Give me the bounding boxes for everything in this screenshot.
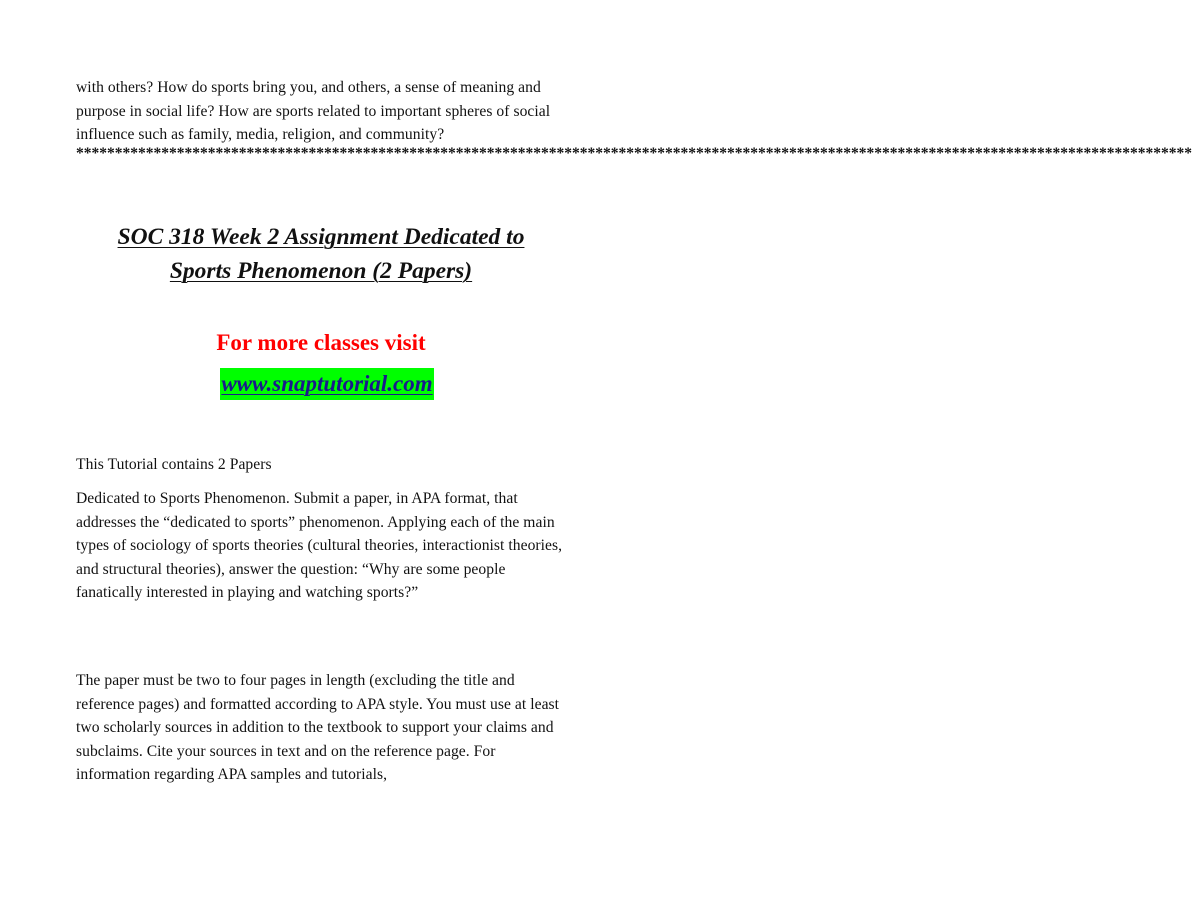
assignment-title (76, 220, 566, 288)
assignment-title-line1: SOC 318 Week 2 Assignment Dedicated to (117, 224, 525, 250)
assignment-description-paragraph: Dedicated to Sports Phenomenon. Submit a paper, in APA format, that addresses the “dedicated to sports” phenomenon. Applying each of the main types of sociology of sports theories (cultural theories, interactionist theories, and structural theories), answer the question: “Why are some people fanatically interested in playing and watching sports?” (76, 490, 563, 602)
tutorial-contains-line: This Tutorial contains 2 Papers (76, 456, 272, 473)
assignment-title-line2: Sports Phenomenon (2 Papers) (169, 258, 473, 284)
asterisk-separator: ************************************************************************************************************************************************ (76, 145, 1192, 162)
website-link-container (76, 368, 566, 400)
intro-paragraph: with others? How do sports bring you, and others, a sense of meaning and purpose in social life? How are sports related to important spheres of social influence such as family, media, religion, and community? (76, 79, 551, 144)
website-link[interactable]: www.snaptutorial.com (220, 368, 433, 400)
more-classes-heading: For more classes visit (216, 330, 426, 355)
paper-requirements-paragraph: The paper must be two to four pages in length (excluding the title and reference pages) and formatted according to APA style. You must use at least two scholarly sources in addition to the textbook to support your claims and subclaims. Cite your sources in text and on the reference page. For information regarding APA samples and tutorials, (76, 672, 560, 784)
